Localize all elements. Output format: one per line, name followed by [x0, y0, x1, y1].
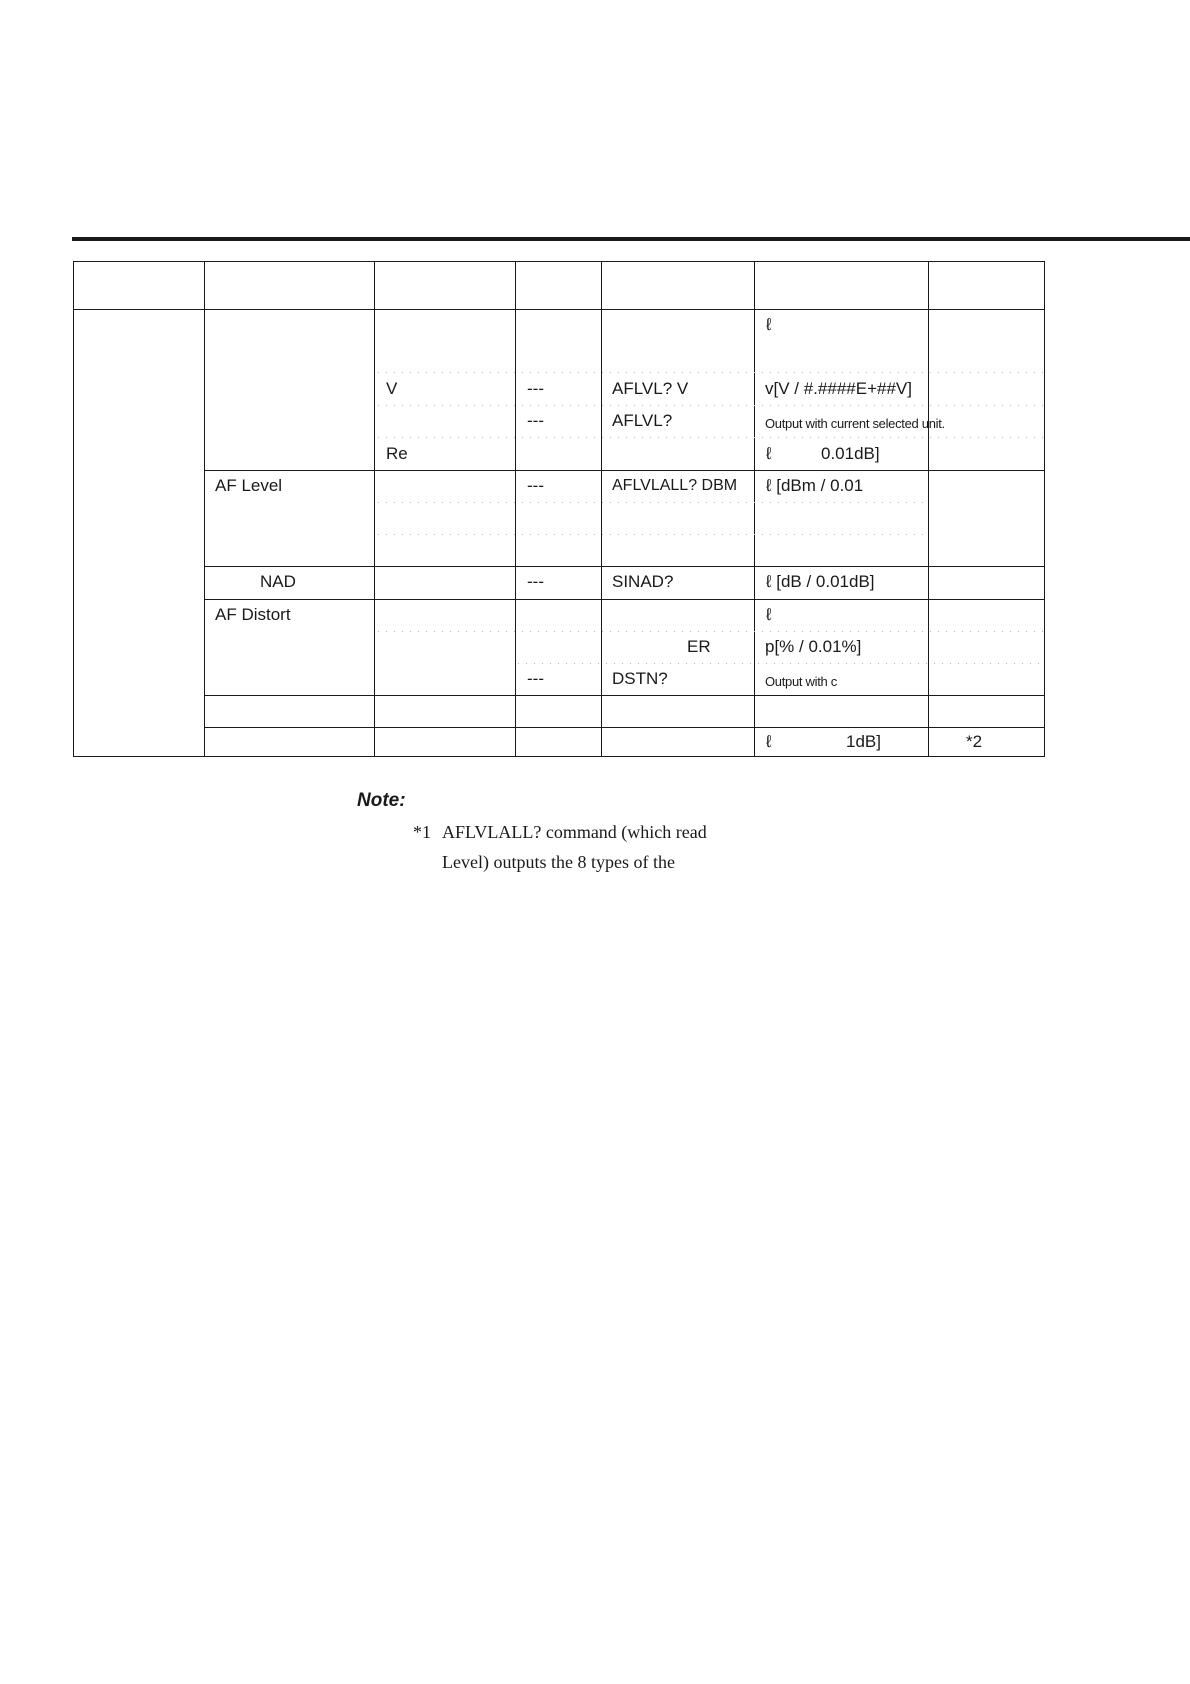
cell-r11-remark: *2	[966, 732, 983, 751]
cell-r3-command: AFLVL?	[612, 411, 673, 430]
cell-r2-param: ---	[527, 379, 544, 398]
cell-r3-output: Output with current selected unit.	[765, 416, 945, 431]
cell-r6-name: NAD	[260, 572, 296, 591]
cell-r7-output: ℓ	[766, 605, 772, 624]
cell-r5-param: ---	[527, 476, 544, 495]
cell-r6-output: ℓ [dB / 0.01dB]	[766, 572, 875, 591]
cell-r2-output: v[V / #.####E+##V]	[765, 379, 912, 398]
cell-r8-output: p[% / 0.01%]	[765, 637, 862, 656]
cell-r3-param: ---	[527, 411, 544, 430]
note-line-1: AFLVLALL? command (which read	[442, 822, 707, 842]
cell-r9-output: Output with c	[765, 674, 837, 689]
cell-r2-command: AFLVL? V	[612, 379, 689, 398]
cell-r7-name: AF Distort	[215, 605, 291, 624]
cell-r6-command: SINAD?	[612, 572, 674, 591]
cell-r4-output: 0.01dB]	[821, 444, 880, 463]
note-line-2: Level) outputs the 8 types of the	[442, 852, 675, 872]
cell-r5-name: AF Level	[215, 476, 283, 495]
cell-r4-item: Re	[386, 444, 408, 463]
cell-r9-command: DSTN?	[612, 669, 668, 688]
cell-r4-output-prefix: ℓ	[766, 444, 772, 463]
table-frame	[74, 262, 1045, 757]
note-marker: *1	[413, 822, 431, 842]
cell-r2-item: V	[386, 379, 398, 398]
cell-r9-param: ---	[527, 669, 544, 688]
cell-r11-output-prefix: ℓ	[766, 732, 772, 751]
cell-r11-output: 1dB]	[846, 732, 881, 751]
cell-r6-param: ---	[527, 572, 544, 591]
cell-r5-command: AFLVLALL? DBM	[612, 477, 738, 494]
note-heading: Note:	[357, 790, 406, 811]
cell-r5-output: ℓ [dBm / 0.01	[766, 476, 864, 495]
cell-r1-output: ℓ	[766, 315, 772, 334]
cell-r8-command: ER	[687, 637, 711, 656]
